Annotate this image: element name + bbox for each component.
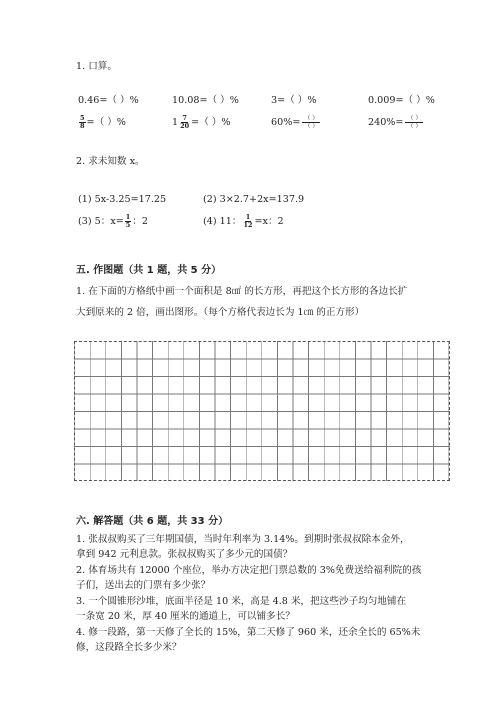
fraction: $\frac{1}{12}$ — [243, 213, 253, 229]
question-1-title: 1. 口算。 — [76, 61, 117, 72]
calc-item-percent: 240%= $\frac{( )}{( )}$ — [368, 115, 422, 130]
blank-fraction: $\frac{( )}{( )}$ — [407, 115, 422, 130]
equation-item: (3) 5：x= $\frac{1}{5}$ ：2 — [78, 213, 149, 229]
problem-text: 2. 体育场共有 12000 个座位，举办方决定把门票总数的 3%免费送给福利院的孩 — [76, 565, 422, 576]
problem-text: 4. 修一段路，第一天修了全长的 15%，第二天修了 960 米，还余全长的 65%未 — [76, 627, 421, 638]
equation-item: (4) 11： $\frac{1}{12}$ =x：2 — [203, 213, 284, 229]
fraction: $\frac{1}{5}$ — [125, 213, 131, 229]
problem-text: 一条宽 20 米，厚 40 厘米的通道上，可以铺多长？ — [76, 611, 295, 622]
blank-fraction: $\frac{( )}{( )}$ — [304, 115, 319, 130]
problem-text: 子们，送出去的门票有多少张？ — [76, 580, 211, 591]
calc-item: 10.08=（ ）% — [172, 95, 239, 106]
equation-item: (1) 5x-3.25=17.25 — [78, 194, 167, 205]
section-5-text: 1. 在下面的方格纸中画一个面积是 8㎠ 的长方形，再把这个长方形的各边长扩 — [76, 286, 408, 297]
question-2-title: 2. 求未知数 x。 — [76, 156, 145, 167]
fraction: $\frac{7}{20}$ — [180, 114, 190, 130]
calc-item: 3=（ ）% — [271, 95, 317, 106]
calc-item: 0.46=（ ）% — [78, 95, 139, 106]
calc-item-mixed-number: 1 $\frac{7}{20}$ =（ ）% — [172, 114, 231, 130]
section-5-heading: 五. 作图题（共 1 题，共 5 分） — [76, 265, 222, 276]
problem-text: 修，这段路全长多少米？ — [76, 642, 182, 653]
problem-text: 1. 张叔叔购买了三年期国债，当时年利率为 3.14%。到期时张叔叔除本金外， — [76, 534, 410, 545]
problem-text: 拿到 942 元利息款。张叔叔购买了多少元的国债？ — [76, 549, 293, 560]
calc-item-percent: 60%= $\frac{( )}{( )}$ — [271, 115, 319, 130]
calc-item: 0.009=（ ）% — [368, 95, 435, 106]
section-6-heading: 六. 解答题（共 6 题，共 33 分） — [76, 516, 229, 527]
square-grid-paper[interactable] — [74, 341, 450, 481]
equation-item: (2) 3×2.7+2x=137.9 — [203, 194, 305, 205]
problem-text: 3. 一个圆锥形沙堆，底面半径是 10 米，高是 4.8 米，把这些沙子均匀地铺在 — [76, 596, 407, 607]
section-5-text: 大到原来的 2 倍，画出图形。（每个方格代表边长为 1㎝ 的正方形） — [76, 307, 365, 318]
calc-item-fraction: $\frac{5}{8}$ =（ ）% — [80, 114, 126, 130]
fraction: $\frac{5}{8}$ — [80, 114, 85, 130]
